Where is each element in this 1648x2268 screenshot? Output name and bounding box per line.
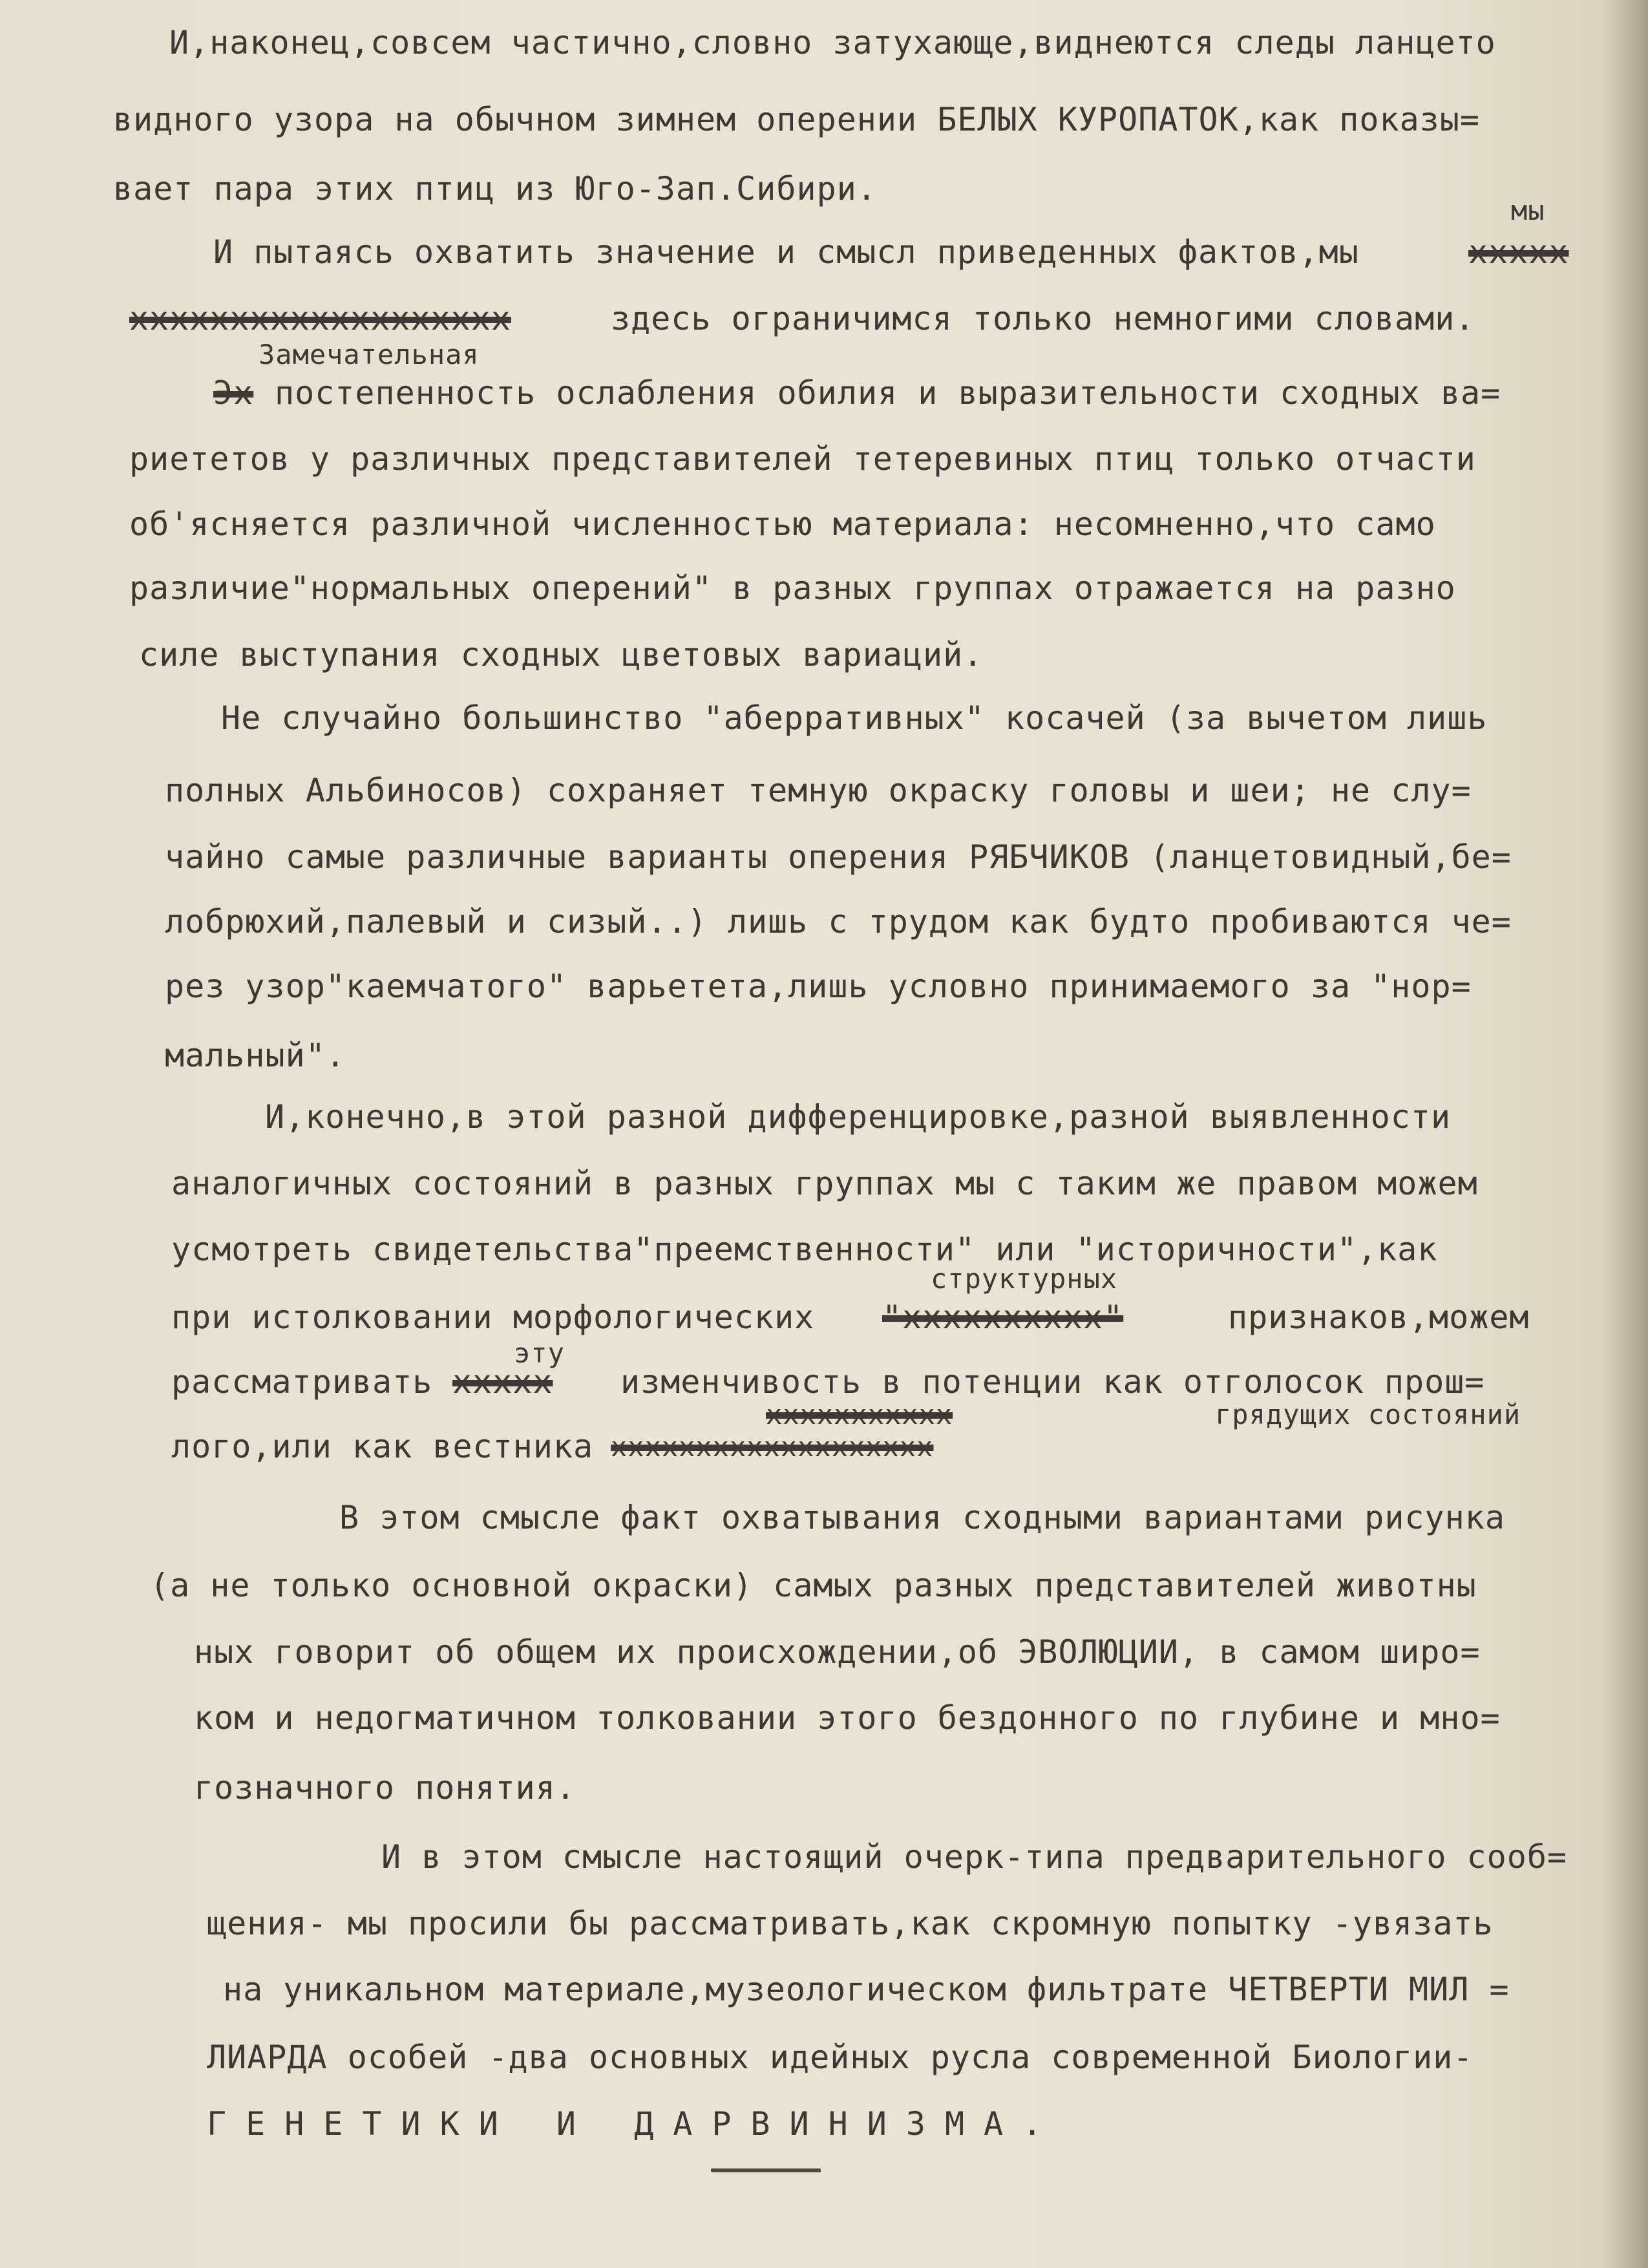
text-line-18: аналогичных состояний в разных группах мы с таким же правом можем xyxy=(171,1165,1478,1202)
text-line-10: силе выступания сходных цветовых вариаций. xyxy=(139,636,984,673)
text-line-21b: изменчивость в потенции как отголосок прош= xyxy=(620,1363,1485,1401)
text-line-25: ных говорит об общем их происхождении,об ЭВОЛЮЦИИ, в самом широ= xyxy=(194,1633,1481,1671)
struck-prefix: Эх xyxy=(213,374,254,412)
text-line-7: риететов у различных представителей тетеревиных птиц только отчасти xyxy=(129,440,1476,478)
insertion-my: мы xyxy=(1511,195,1545,226)
insertion-etu: эту xyxy=(514,1337,565,1369)
text-line-2: видного узора на обычном зимнем оперении БЕЛЫХ КУРОПАТОК,как показы= xyxy=(113,101,1480,138)
text-line-1: И,наконец,совсем частично,словно затухающе,виднеются следы ланцето xyxy=(169,24,1496,61)
text-line-3: вает пара этих птиц из Юго-Зап.Сибири. xyxy=(113,170,877,207)
text-line-17: И,конечно,в этой разной дифференцировке,разной выявленности xyxy=(265,1098,1452,1136)
text-line-15: рез узор"каемчатого" варьетета,лишь условно принимаемого за "нор= xyxy=(165,968,1472,1005)
text-line-9: различие"нормальных оперений" в разных группах отражается на разно xyxy=(129,569,1456,607)
text-line-28: И в этом смысле настоящий очерк-типа предварительного сооб= xyxy=(381,1838,1568,1876)
struck-phrase-2: ххххххххххххххххххх xyxy=(611,1431,934,1463)
text-line-14: лобрюхий,палевый и сизый..) лишь с трудом как будто пробиваются че= xyxy=(165,903,1512,940)
text-line-26: ком и недогматичном толковании этого бездонного по глубине и мно= xyxy=(194,1699,1501,1737)
text-line-8: об'ясняется различной численностью материала: несомненно,что само xyxy=(129,505,1436,543)
text-line-16: мальный". xyxy=(165,1037,346,1074)
insertion-zamechatelnaya: Замечательная xyxy=(259,339,480,370)
text-line-4: И пытаясь охватить значение и смысл приведенных фактов,мы xyxy=(213,233,1359,271)
text-line-24: (а не только основной окраски) самых разных представителей животны xyxy=(150,1567,1477,1604)
text-line-20a: при истолковании морфологических xyxy=(171,1298,815,1336)
struck-word-2: "хххххххххх" xyxy=(882,1298,1124,1336)
text-line-22: лого,или как вестника xyxy=(171,1428,594,1465)
struck-word: ххххх xyxy=(1468,233,1569,271)
text-line-13: чайно самые различные варианты оперения РЯБЧИКОВ (ланцетовидный,бе= xyxy=(165,838,1512,876)
text-line-11: Не случайно большинство "аберративных" косачей (за вычетом лишь xyxy=(221,699,1488,737)
struck-word-4: ххххххххххх xyxy=(766,1399,953,1430)
text-line-30: на уникальном материале,музеологическом фильтрате ЧЕТВЕРТИ МИЛ = xyxy=(223,1971,1510,2008)
text-line-5: здесь ограничимся только немногими словами. xyxy=(611,300,1475,337)
struck-word-3: ххххх xyxy=(452,1363,553,1401)
closing-rule xyxy=(711,2168,821,2172)
text-line-6: постепенность ослабления обилия и выразительности сходных ва= xyxy=(275,374,1501,412)
text-line-22-insert: грядущих состояний xyxy=(1215,1399,1521,1430)
insertion-strukturnyh: структурных xyxy=(931,1263,1118,1295)
text-line-23: В этом смысле факт охватывания сходными вариантами рисунка xyxy=(339,1499,1505,1536)
text-line-27: гозначного понятия. xyxy=(194,1769,576,1807)
text-line-21a: рассматривать xyxy=(171,1363,433,1401)
text-line-29: щения- мы просили бы рассматривать,как скромную попытку -увязать xyxy=(207,1905,1494,1942)
page-edge-shadow xyxy=(1603,0,1648,2268)
struck-phrase: ххххххххххххххххххх xyxy=(129,300,511,337)
text-line-20b: признаков,можем xyxy=(1228,1298,1530,1336)
text-line-19: усмотреть свидетельства"преемственности" или "историчности",как xyxy=(171,1231,1438,1268)
text-line-31: ЛИАРДА особей -два основных идейных русла современной Биологии- xyxy=(207,2039,1474,2076)
text-line-32: ГЕНЕТИКИ И ДАРВИНИЗМА. xyxy=(207,2105,1062,2143)
text-line-12: полных Альбиносов) сохраняет темную окраску головы и шеи; не слу= xyxy=(165,772,1472,809)
